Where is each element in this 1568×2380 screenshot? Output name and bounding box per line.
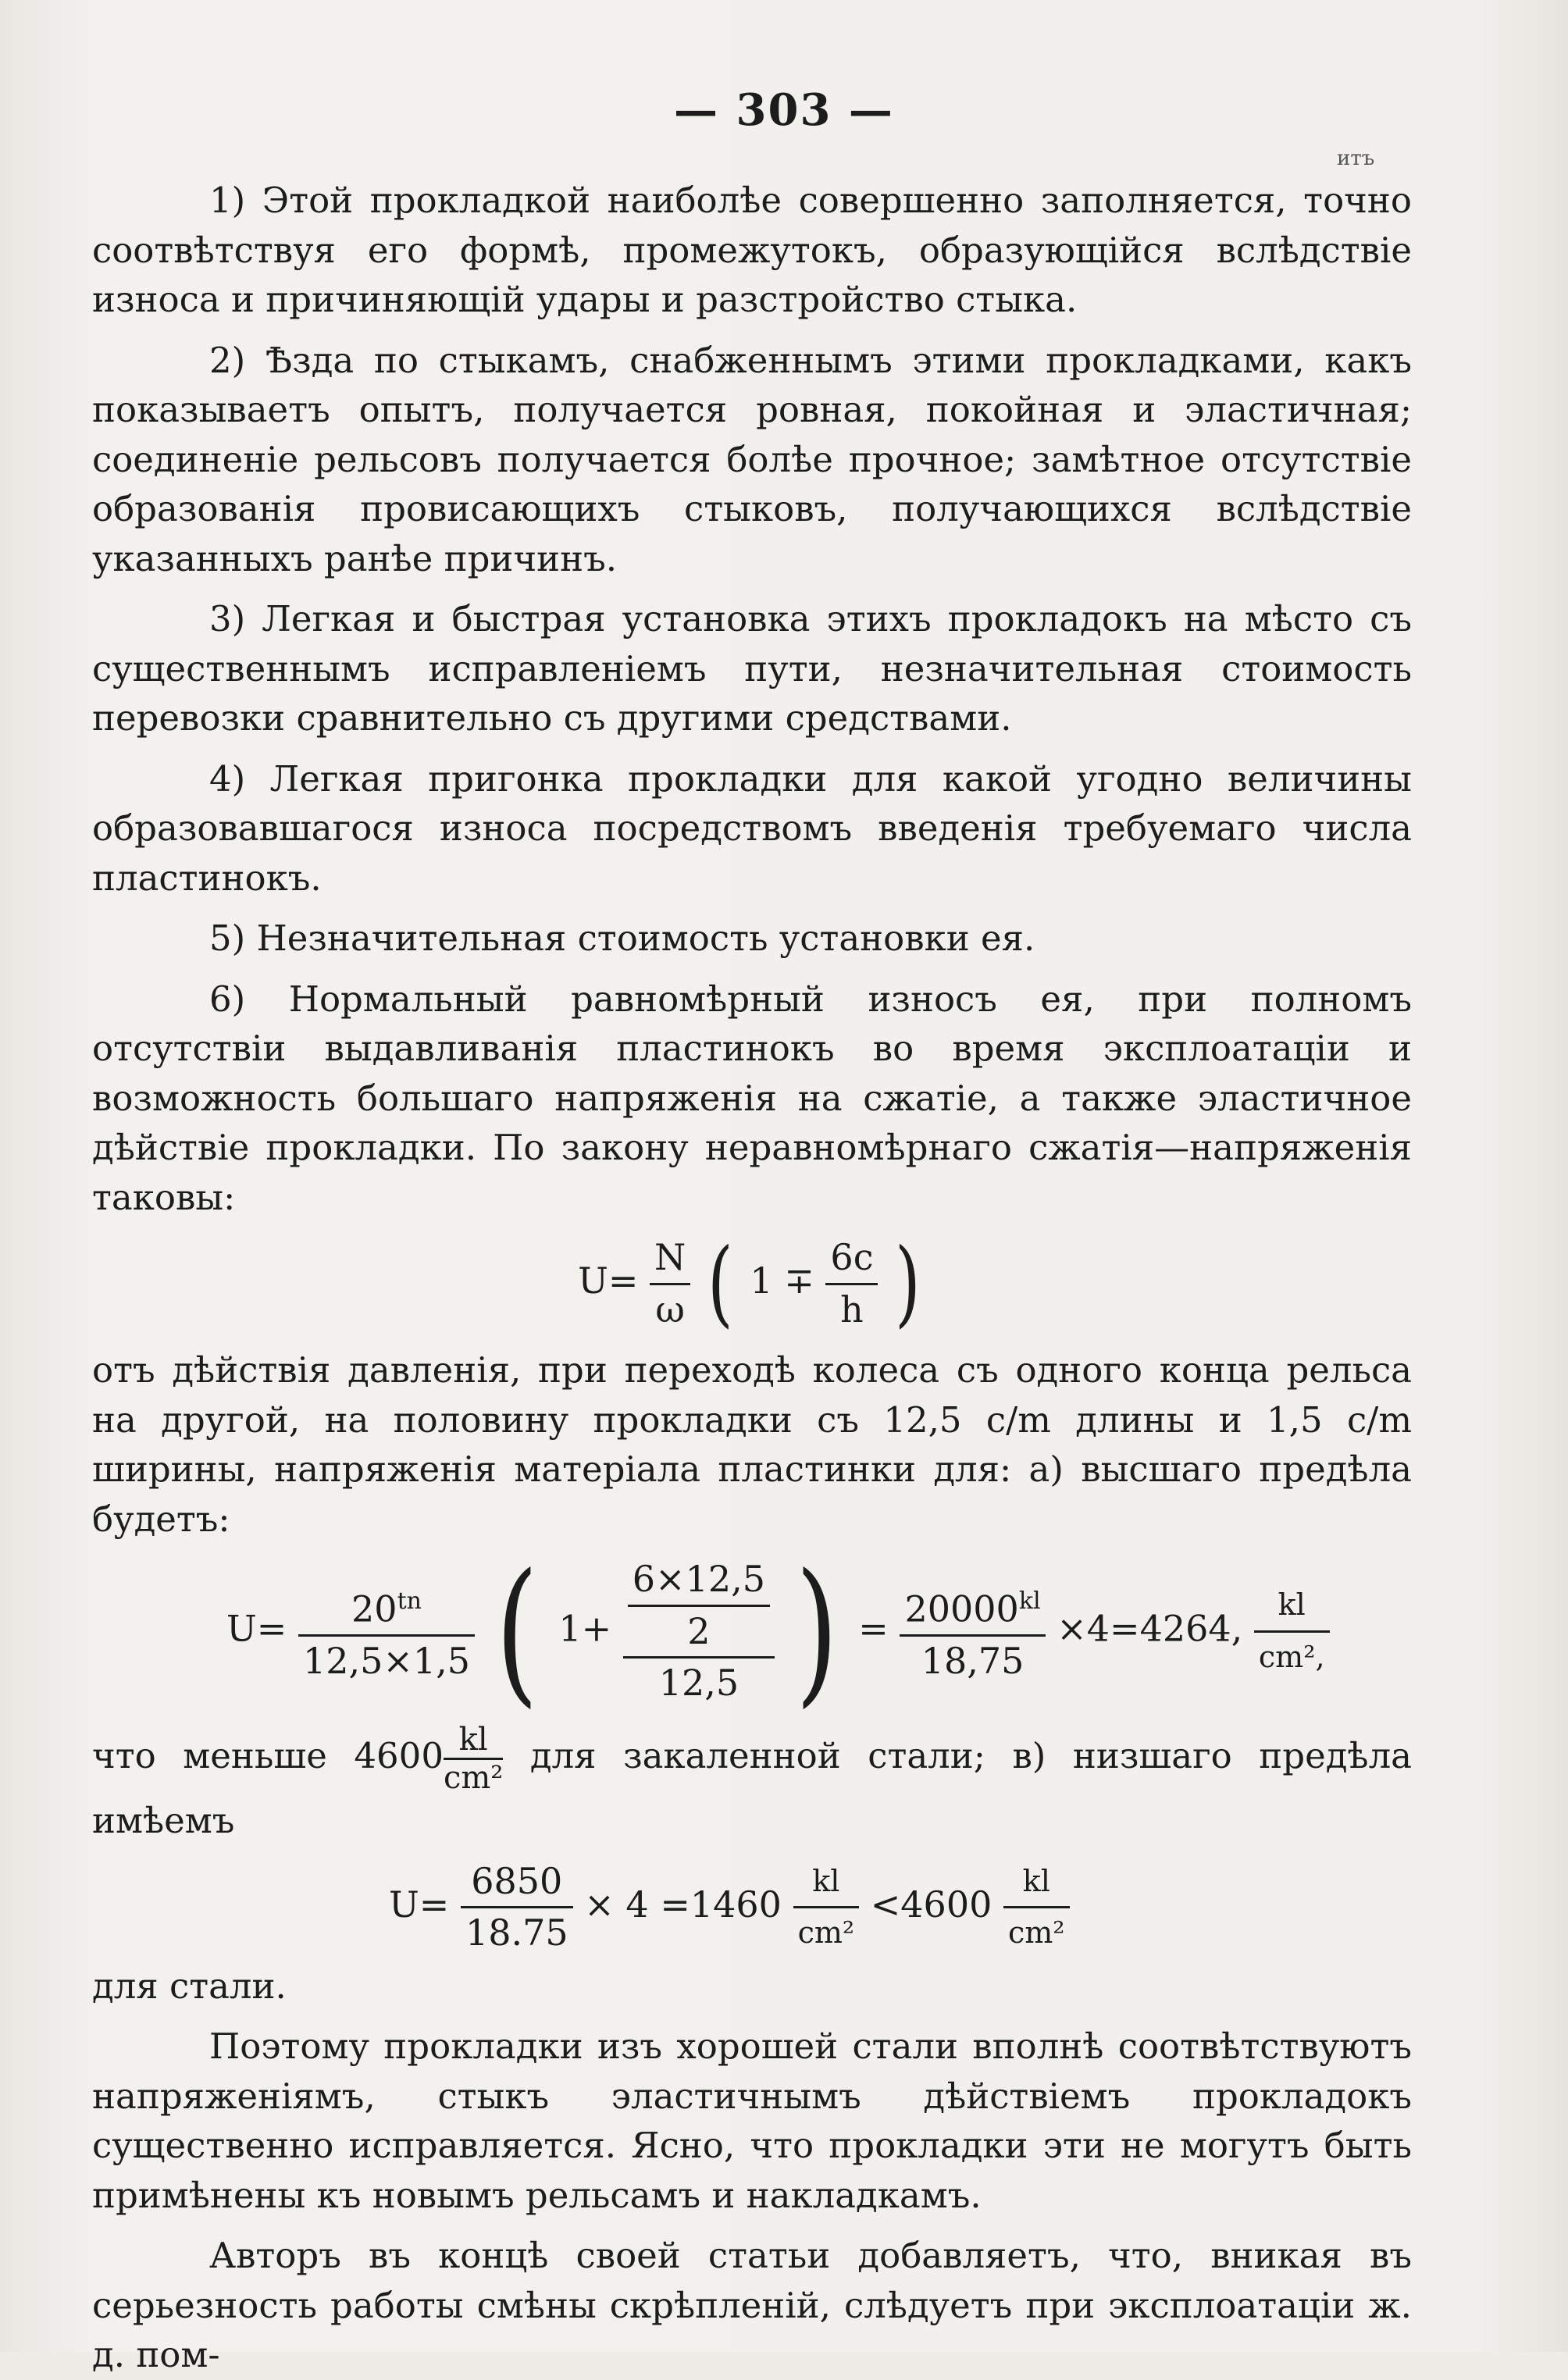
body-text	[92, 176, 1412, 2380]
formula-2-den1: 12,5×1,5	[298, 1634, 475, 1687]
formula-2	[92, 1540, 1412, 1723]
formula-2-unit-den: cm²,	[1254, 1630, 1330, 1683]
formula-3-unit2	[1003, 1857, 1070, 1958]
formula-2-val-num-unit: kl	[1018, 1587, 1041, 1616]
formula-2-one-plus: 1+	[558, 1607, 612, 1650]
formula-3-unit2-num: kl	[1022, 1863, 1050, 1898]
close-paren: )	[895, 1229, 921, 1338]
formula-2-inner-fraction	[623, 1555, 775, 1656]
page-number: — 303 —	[674, 84, 894, 136]
formula-1-pm: ∓	[784, 1259, 814, 1302]
formula-2-val-den: 18,75	[900, 1634, 1045, 1687]
formula-1-den: h	[825, 1283, 878, 1335]
paragraph-6: 6) Нормальный равномѣрный износъ ея, при полномъ отсутствіи выдавливанія пластинокъ во время эксплоатаціи и возможность большаго напряженія на сжатіе, а также эластичное дѣйствіе прокладки. По закону неравномѣрнаго сжатія—напряженія таковы:	[92, 978, 1412, 1218]
formula-3-fraction	[461, 1857, 573, 1958]
paragraph-8-value: 4600	[354, 1735, 444, 1776]
formula-2-inner-den: 2	[628, 1605, 770, 1657]
formula-1-one: 1	[750, 1259, 773, 1302]
formula-3-unit	[793, 1857, 860, 1958]
paragraph-8-after: для закаленной стали; в) низшаго предѣла имѣемъ	[92, 1735, 1412, 1841]
formula-2-unit	[1254, 1580, 1330, 1682]
formula-1	[92, 1229, 1412, 1338]
paragraph-2: 2) Ѣзда по стыкамъ, снабженнымъ этими прокладками, какъ показываетъ опытъ, получается ровная, покойная и эластичная; соединеніе рельсовъ получается болѣе прочное; замѣтное отсутствіе образованія провисающихъ стыковъ, получающихся вслѣдствіе указанныхъ ранѣе причинъ.	[92, 339, 1412, 579]
formula-2-num1-value: 20	[351, 1587, 397, 1630]
formula-1-lhs: U=	[578, 1259, 639, 1302]
formula-1-num: 6c	[830, 1236, 874, 1278]
formula-2-value-fraction	[900, 1577, 1045, 1686]
formula-3-times: × 4 =1460	[584, 1883, 782, 1926]
formula-2-times: ×4=4264,	[1057, 1607, 1243, 1650]
paragraph-1: 1) Этой прокладкой наиболѣе совершенно заполняется, точно соотвѣтствуя его формѣ, промежутокъ, образующійся вслѣдствіе износа и причиняющій удары и разстройство стыка.	[92, 180, 1412, 320]
formula-3-den: 18.75	[461, 1906, 573, 1958]
formula-1-omega: ω	[650, 1283, 690, 1335]
inline-unit-num: kl	[458, 1722, 488, 1758]
inline-unit-den: cm²	[444, 1758, 503, 1796]
formula-2-inner-num: 6×12,5	[632, 1558, 766, 1600]
formula-2-outer-den: 12,5	[623, 1656, 775, 1708]
paragraph-11: Авторъ въ концѣ своей статьи добавляетъ, что, вникая въ серьезность работы смѣны скрѣпленій, слѣдуетъ при эксплоатаціи ж. д. пом-	[92, 2235, 1412, 2375]
paragraph-9: для стали.	[92, 1965, 287, 2007]
open-paren: (	[707, 1229, 733, 1338]
formula-2-num1-unit: tn	[397, 1587, 422, 1616]
formula-3-lhs: U=	[389, 1883, 450, 1926]
formula-2-lhs: U=	[226, 1607, 287, 1650]
formula-2-eq: =	[858, 1607, 889, 1650]
formula-1-n: N	[654, 1236, 686, 1278]
formula-2-val-num	[900, 1577, 1045, 1634]
paragraph-8	[92, 1722, 1412, 1846]
formula-3-num: 6850	[471, 1859, 563, 1902]
formula-2-first-fraction	[298, 1577, 475, 1686]
formula-3	[92, 1857, 1412, 1954]
paragraph-5: 5) Незначительная стоимость установки ея.	[209, 917, 1035, 959]
paragraph-3: 3) Легкая и быстрая установка этихъ прокладокъ на мѣсто съ существеннымъ исправленіемъ пути, незначительная стоимость перевозки сравнительно съ другими средствами.	[92, 598, 1412, 739]
open-paren: (	[495, 1540, 539, 1723]
formula-1-n-over-omega	[650, 1233, 690, 1334]
close-paren: )	[795, 1540, 838, 1723]
paragraph-4: 4) Легкая пригонка прокладки для какой угодно величины образовавшагося износа посредствомъ введенія требуемаго числа пластинокъ.	[92, 757, 1412, 899]
inline-unit-fraction	[444, 1722, 503, 1796]
formula-2-inner	[628, 1555, 770, 1656]
formula-2-val-num-value: 20000	[904, 1587, 1019, 1630]
formula-2-unit-num: kl	[1278, 1587, 1306, 1623]
formula-3-unit2-den: cm²	[1003, 1906, 1070, 1958]
formula-2-num1	[298, 1577, 475, 1634]
paragraph-7: отъ дѣйствія давленія, при переходѣ колеса съ одного конца рельса на другой, на половину прокладки съ 12,5 c/m длины и 1,5 c/m ширины, напряженія матеріала пластинки для: а) высшаго предѣла будетъ:	[92, 1349, 1412, 1540]
formula-3-lt: <4600	[870, 1883, 992, 1926]
formula-3-unit-den: cm²	[793, 1906, 860, 1958]
formula-2-compound-fraction	[623, 1555, 775, 1708]
corner-mark: итъ	[1337, 147, 1375, 170]
paragraph-10: Поэтому прокладки изъ хорошей стали вполнѣ соотвѣтствуютъ напряженіямъ, стыкъ эластичнымъ дѣйствіемъ прокладокъ существенно исправляется. Ясно, что прокладки эти не могутъ быть примѣнены къ новымъ рельсамъ и накладкамъ.	[92, 2025, 1412, 2216]
paragraph-8-before: что меньше	[92, 1735, 327, 1776]
formula-1-6c-over-h	[825, 1233, 878, 1334]
formula-3-unit-num: kl	[812, 1863, 840, 1898]
